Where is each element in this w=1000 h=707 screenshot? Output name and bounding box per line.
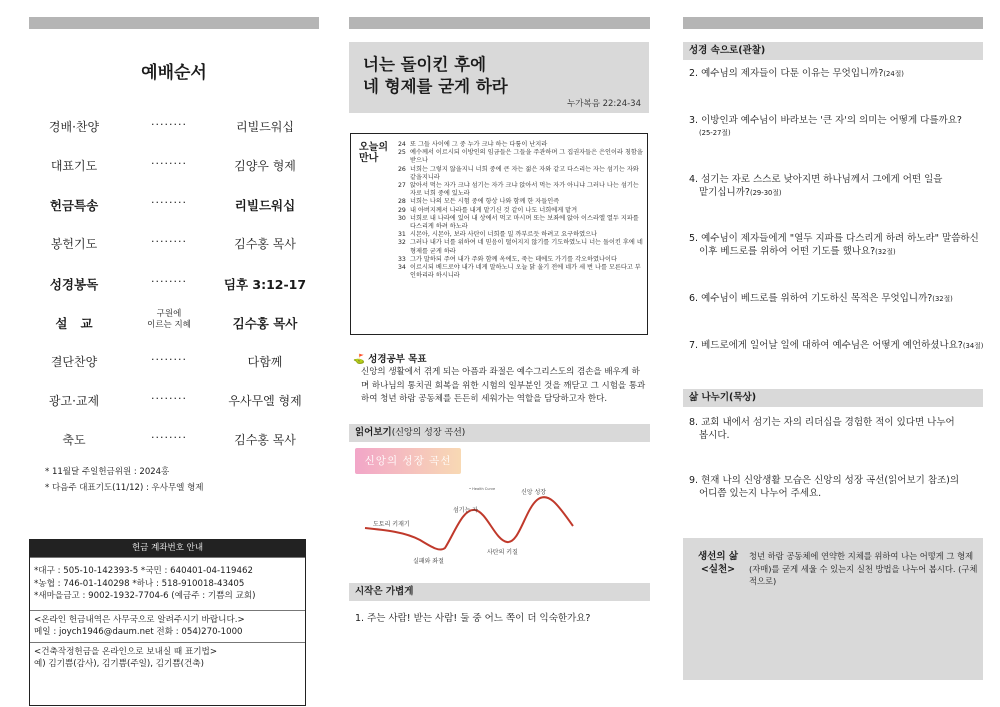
verse-number: 30: [398, 214, 406, 222]
verse-text: 너희는 그렇지 않을지니 너희 중에 큰 자는 젊은 자와 같고 다스리는 자는 섬기는 자와 같을지니라: [410, 165, 639, 181]
question-text: 3. 이방인과 예수님이 바라보는 '큰 자'의 의미는 어떻게 다를까요?: [689, 115, 962, 126]
question-8: [689, 416, 985, 442]
worship-item: 축도: [62, 433, 86, 447]
verse: [398, 239, 644, 255]
verse-text: 시몬아, 시몬아, 보라 사탄이 너희를 밀 까부르듯 하려고 요구하였으나: [410, 231, 598, 239]
worship-item: 성경봉독: [49, 277, 99, 292]
worship-person: 딤후 3:12-17: [223, 277, 307, 292]
verse: [398, 264, 644, 280]
practice-box: [683, 538, 983, 680]
sermon-title-box: [349, 42, 649, 113]
question-text: 맡기십니까?: [699, 187, 750, 198]
worship-dots: ········: [151, 353, 187, 366]
question-text: 5. 예수님이 제자들에게 "열두 지파를 다스리게 하려 하노라" 말씀하신: [689, 233, 979, 244]
question-text: 9. 현재 나의 신앙생활 모습은 신앙의 성장 곡선(읽어보기 참조)의: [689, 475, 960, 486]
question-ref: (32절): [932, 295, 953, 303]
study-goal-text: 신앙의 생활에서 겪게 되는 아픔과 좌절은 예수그리스도의 겸손을 배우게 하며 하나님의 통치권 회복을 위한 시험의 일부분인 것을 깨닫고 그 시험을 통과하여 청년 하람 공동체를 든든히 세워가는 역할을 담당하고자 한다.: [361, 367, 646, 404]
worship-row: [29, 235, 319, 255]
verse: [398, 182, 644, 198]
worship-person: 김수홍 목사: [234, 237, 296, 251]
worship-row: [29, 309, 319, 334]
extra-reading-subtitle: (신앙의 성장 곡선): [391, 428, 466, 438]
question-text: 2. 예수님의 제자들이 다툰 이유는 무엇입니까?: [689, 68, 884, 79]
offering-header: 헌금 계좌번호 안내: [30, 540, 305, 557]
question-7: [689, 339, 985, 353]
question-text: 6. 예수님이 베드로를 위하여 기도하신 목적은 무엇입니까?: [689, 293, 933, 304]
scripture-reference: 누가복음 22:24-34: [567, 99, 641, 109]
verse-text: 너희는 나의 모든 시험 중에 항상 나와 함께 한 자들인즉: [410, 198, 560, 206]
worship-title: 예배순서: [141, 63, 207, 83]
top-bar-right: [683, 17, 983, 29]
online-line: <온라인 헌금내역은 사무국으로 알려주시기 바랍니다.>: [34, 614, 245, 625]
worship-row: [29, 118, 319, 138]
question-1: 1. 주는 사람! 받는 사람! 둘 중 어느 쪽이 더 익숙한가요?: [355, 613, 591, 624]
sermon-title-line: 너는 돌이킨 후에: [363, 55, 487, 74]
account-line: *농협 : 746-01-140298 *하나 : 518-910018-43405: [34, 578, 245, 589]
verse-number: 29: [398, 206, 406, 214]
verse-number: 25: [398, 149, 406, 157]
online-line: 메일 : joych1946@daum.net 전화 : 054)270-1000: [34, 627, 243, 637]
question-2: [689, 67, 985, 81]
worship-person: 다함께: [247, 355, 283, 369]
worship-person: 김양우 형제: [234, 159, 296, 173]
verse-number: 33: [398, 255, 406, 263]
worship-dots: ········: [151, 392, 187, 405]
worship-item: 광고·교제: [48, 394, 100, 408]
worship-item: 봉헌기도: [50, 237, 98, 251]
question-text: 이후 베드로를 위하여 어떤 기도를 했나요?: [699, 246, 876, 257]
verse: [398, 207, 644, 215]
curve-label: 실패와 좌절: [413, 558, 444, 565]
building-line: <건축작정헌금을 온라인으로 보내실 때 표기법>: [34, 646, 218, 657]
top-bar-left: [29, 17, 319, 29]
worship-person: 김수홍 목사: [234, 433, 296, 447]
question-ref: (32절): [875, 248, 896, 256]
worship-row: [29, 275, 319, 295]
verse-text: 예수께서 이르시되 이방인의 임금들은 그들을 주관하며 그 집권자들은 은인이라 칭함을 받으나: [410, 149, 643, 165]
sermon-title-inline: 구원에 이르는 지혜: [147, 309, 191, 330]
worship-person: 리빌드워십: [236, 120, 294, 134]
verse-number: 27: [398, 182, 406, 190]
verse-number: 34: [398, 264, 406, 272]
question-3: [689, 114, 985, 140]
question-text: 4. 섬기는 자로 스스로 낮아지면 하나님께서 그에게 어떤 일을: [689, 174, 943, 185]
worship-item: 헌금특송: [49, 198, 99, 213]
verse: [398, 256, 644, 264]
worship-row: [29, 431, 319, 451]
worship-item: 경배·찬양: [48, 120, 100, 134]
verse-text: 그러나 내가 너를 위하여 네 믿음이 떨어지지 않기를 기도하였노니 너는 돌이킨 후에 네 형제를 굳게 하라: [410, 239, 643, 255]
question-text: 봅시다.: [699, 430, 730, 441]
practice-label-line: 생선의 삶: [697, 551, 738, 562]
start-light-title: 시작은 가볍게: [355, 586, 414, 597]
curve-label: • Health Curve: [469, 487, 496, 491]
extra-reading-bar: [349, 424, 650, 442]
question-ref: (34절): [962, 342, 984, 350]
verse-text: 이르시되 베드로야 내가 네게 말하노니 오늘 닭 울기 전에 네가 세 번 나를 모른다고 부인하리라 하시니라: [410, 264, 641, 280]
verse-text: 그가 말하되 주여 내가 주와 함께 옥에도, 죽는 데에도 가기를 각오하였나이다: [410, 255, 617, 263]
worship-row: [29, 157, 319, 177]
question-5: [689, 232, 985, 259]
building-line: 예) 김기쁨(감사), 김기쁨(주일), 김기쁨(건축): [34, 659, 204, 669]
question-text: 어디쯤 있는지 나누어 주세요.: [699, 488, 822, 499]
question-text: 8. 교회 내에서 섬기는 자의 리더십을 경험한 적이 있다면 나누어: [689, 417, 955, 428]
worship-person: 우사무엘 형제: [228, 394, 302, 408]
account-list: [30, 557, 305, 610]
worship-item: 대표기도: [50, 159, 98, 173]
verse: [398, 141, 644, 149]
worship-item: 설 교: [55, 316, 93, 331]
start-light-bar: [349, 583, 650, 601]
offering-info-box: [29, 539, 306, 706]
question-9: [689, 474, 985, 500]
curve-label: 섬기는 자: [453, 507, 479, 514]
online-offering-info: [30, 610, 305, 642]
verse-number: 31: [398, 231, 406, 239]
curve-label: 도토리 키재기: [373, 521, 410, 528]
question-text: 7. 베드로에게 일어날 일에 대하여 예수님은 어떻게 예언하셨나요?: [689, 340, 963, 351]
practice-label-line: <실천>: [700, 563, 736, 575]
question-ref: (29-30절): [749, 189, 782, 197]
worship-row: [29, 196, 319, 216]
practice-label: [695, 551, 741, 576]
verse: [398, 149, 644, 165]
verse-number: 28: [398, 198, 406, 206]
study-goal-label: 성경공부 목표: [368, 354, 427, 365]
verse-text: 또 그들 사이에 그 중 누가 크냐 하는 다툼이 난지라: [410, 141, 548, 148]
verse: [398, 198, 644, 206]
worship-row: [29, 353, 319, 373]
worship-dots: ········: [151, 275, 187, 288]
study-goal-title: [353, 351, 427, 365]
verse-number: 24: [398, 141, 406, 148]
note-line: * 11월달 주일헌금위원 : 2024홍: [45, 467, 170, 477]
verse-text: 앉아서 먹는 자가 크냐 섬기는 자가 크냐 앉아서 먹는 자가 아니냐 그러나 나는 섬기는 자로 너희 중에 있노라: [410, 182, 639, 198]
worship-dots: ········: [151, 431, 187, 444]
reading-label-line: 오늘의: [359, 142, 388, 153]
sermon-title-line: 네 형제를 굳게 하라: [363, 77, 508, 96]
question-ref: (25-27절): [699, 129, 731, 137]
verse-number: 32: [398, 239, 406, 247]
worship-person: 리빌드워십: [234, 198, 296, 213]
curve-label: 신앙 성장: [521, 489, 547, 496]
worship-dots: ········: [151, 235, 187, 248]
reading-label: [359, 142, 388, 164]
worship-item: 결단찬양: [50, 355, 98, 369]
verse-text: 너희로 내 나라에 있어 내 상에서 먹고 마시며 또는 보좌에 앉아 이스라엘 열두 지파를 다스리게 하려 하노라: [410, 214, 639, 231]
verse: [398, 215, 644, 231]
verse-number: 26: [398, 165, 406, 173]
observation-bar: 성경 속으로(관찰): [683, 42, 983, 60]
sharing-bar: 삶 나누기(묵상): [683, 389, 983, 407]
reading-label-line: 만나: [359, 153, 379, 164]
curve-label: 사탄의 키질: [487, 549, 518, 556]
verse-list: [398, 141, 644, 280]
worship-row: [29, 392, 319, 412]
verse: [398, 166, 644, 182]
question-4: [689, 173, 985, 200]
account-line: *새마을금고 : 9002-1932-7704-6 (예금주 : 기쁨의 교회): [34, 591, 256, 601]
question-6: [689, 292, 985, 306]
verse-text: 내 아버지께서 나라를 내게 맡기신 것 같이 나도 너희에게 맡겨: [410, 206, 578, 214]
building-offering-info: [30, 642, 305, 674]
note-line: * 다음주 대표기도(11/12) : 우사무엘 형제: [45, 483, 204, 493]
worship-notes: [45, 464, 204, 496]
top-bar-center: [349, 17, 650, 29]
plant-icon: ⛳: [353, 354, 365, 365]
account-line: *대구 : 505-10-142393-5 *국민 : 640401-04-119462: [34, 566, 253, 576]
worship-dots: ········: [151, 196, 187, 209]
growth-curve-diagram: [355, 480, 585, 570]
worship-dots: ········: [151, 157, 187, 170]
worship-dots: ········: [151, 118, 187, 131]
practice-text: 청년 하람 공동체에 연약한 지체를 위하여 나는 어떻게 그 형제(자매)를 굳게 세울 수 있는지 실천 방법을 나누어 봅시다. (구체적으로): [749, 551, 978, 586]
question-ref: (24절): [883, 70, 904, 78]
extra-reading-title: 읽어보기: [355, 427, 392, 438]
worship-person: 김수홍 목사: [232, 316, 298, 331]
scripture-reading-box: [350, 133, 648, 335]
growth-curve-badge: 신앙의 성장 곡선: [355, 448, 461, 474]
